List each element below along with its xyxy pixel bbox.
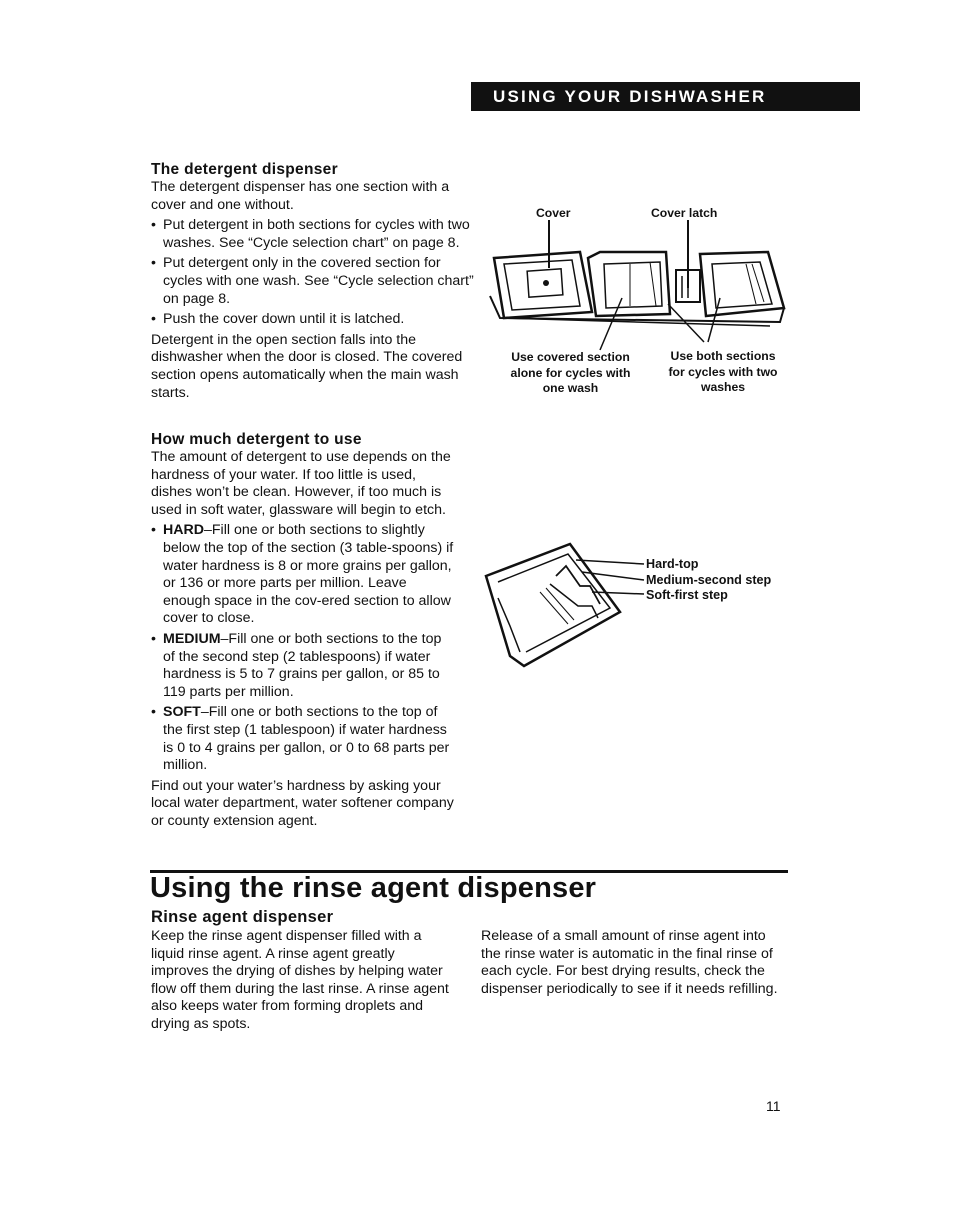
section-banner: USING YOUR DISHWASHER [471,82,860,111]
how-much-outro: Find out your water’s hardness by asking your local water department, water softener company or county extension agent. [151,777,454,829]
hardness-text: –Fill one or both sections to the top of the second step (2 tablespoons) if water hardness is 5 to 7 grains per gallon, or 85 to 119 parts per million. [163,630,442,700]
dispenser-illustration [480,218,790,358]
detergent-bullet-1: • Put detergent in both sections for cycles with two washes. See “Cycle selection chart” on page 8. [151,217,481,252]
label-soft-first-step: Soft-first step [646,588,728,602]
label-cover-latch: Cover latch [651,206,718,220]
rinse-column-2: Release of a small amount of rinse agent into the rinse water is automatic in the final rinse of each cycle. For best drying results, check the dispenser periodically to see if it needs refilling. [481,928,778,997]
hardness-text: –Fill one or both sections to slightly below the top of the section (3 table-spoons) if water hardness is 8 or more grains per gallon, or 136 or more parts per million. Leave enough space in the cov-ered section to allow cover to close. [163,522,454,627]
how-much-section [151,431,456,830]
rinse-section-title: Using the rinse agent dispenser [150,872,597,904]
rinse-subheading: Rinse agent dispenser [151,908,334,926]
detergent-bullet-2: • Put detergent only in the covered section for cycles with one wash. See “Cycle selection chart” on page 8. [151,255,481,308]
hardness-term: SOFT [163,704,201,721]
hardness-item-hard [151,522,456,628]
caption-both-sections: Use both sections for cycles with two washes [668,349,778,394]
fill-steps-illustration [480,536,650,670]
hardness-item-soft [151,704,456,774]
hardness-text: –Fill one or both sections to the top of the first step (1 tablespoon) if water hardness is 0 to 4 grains per gallon, or 0 to 68 parts per million. [163,704,450,774]
caption-covered-section: Use covered section alone for cycles with one wash [510,350,631,395]
page-number: 11 [766,1098,781,1114]
hardness-term: MEDIUM [163,630,221,647]
label-cover: Cover [536,206,571,220]
label-hard-top: Hard-top [646,557,699,571]
how-much-intro: The amount of detergent to use depends on the hardness of your water. If too little is used, dishes won’t be clean. However, if too much is used in soft water, glassware will begin to etch. [151,449,451,518]
detergent-paragraph: Detergent in the open section falls into the dishwasher when the door is closed. The covered section opens automatically when the main wash starts. [151,331,463,401]
how-much-heading: How much detergent to use [151,431,362,448]
hardness-item-medium [151,631,456,701]
label-medium-second-step: Medium-second step [646,573,772,587]
detergent-dispenser-heading: The detergent dispenser [151,161,338,178]
detergent-bullet-3: • Push the cover down until it is latched. [151,311,481,329]
hardness-term: HARD [163,522,204,539]
rinse-column-1: Keep the rinse agent dispenser filled with a liquid rinse agent. A rinse agent greatly improves the drying of dishes by helping water flow off them during the last rinse. A rinse agent also keeps water from forming droplets and drying as spots. [151,928,449,1032]
detergent-dispenser-section [151,161,481,402]
detergent-intro: The detergent dispenser has one section with a cover and one without. [151,179,450,213]
